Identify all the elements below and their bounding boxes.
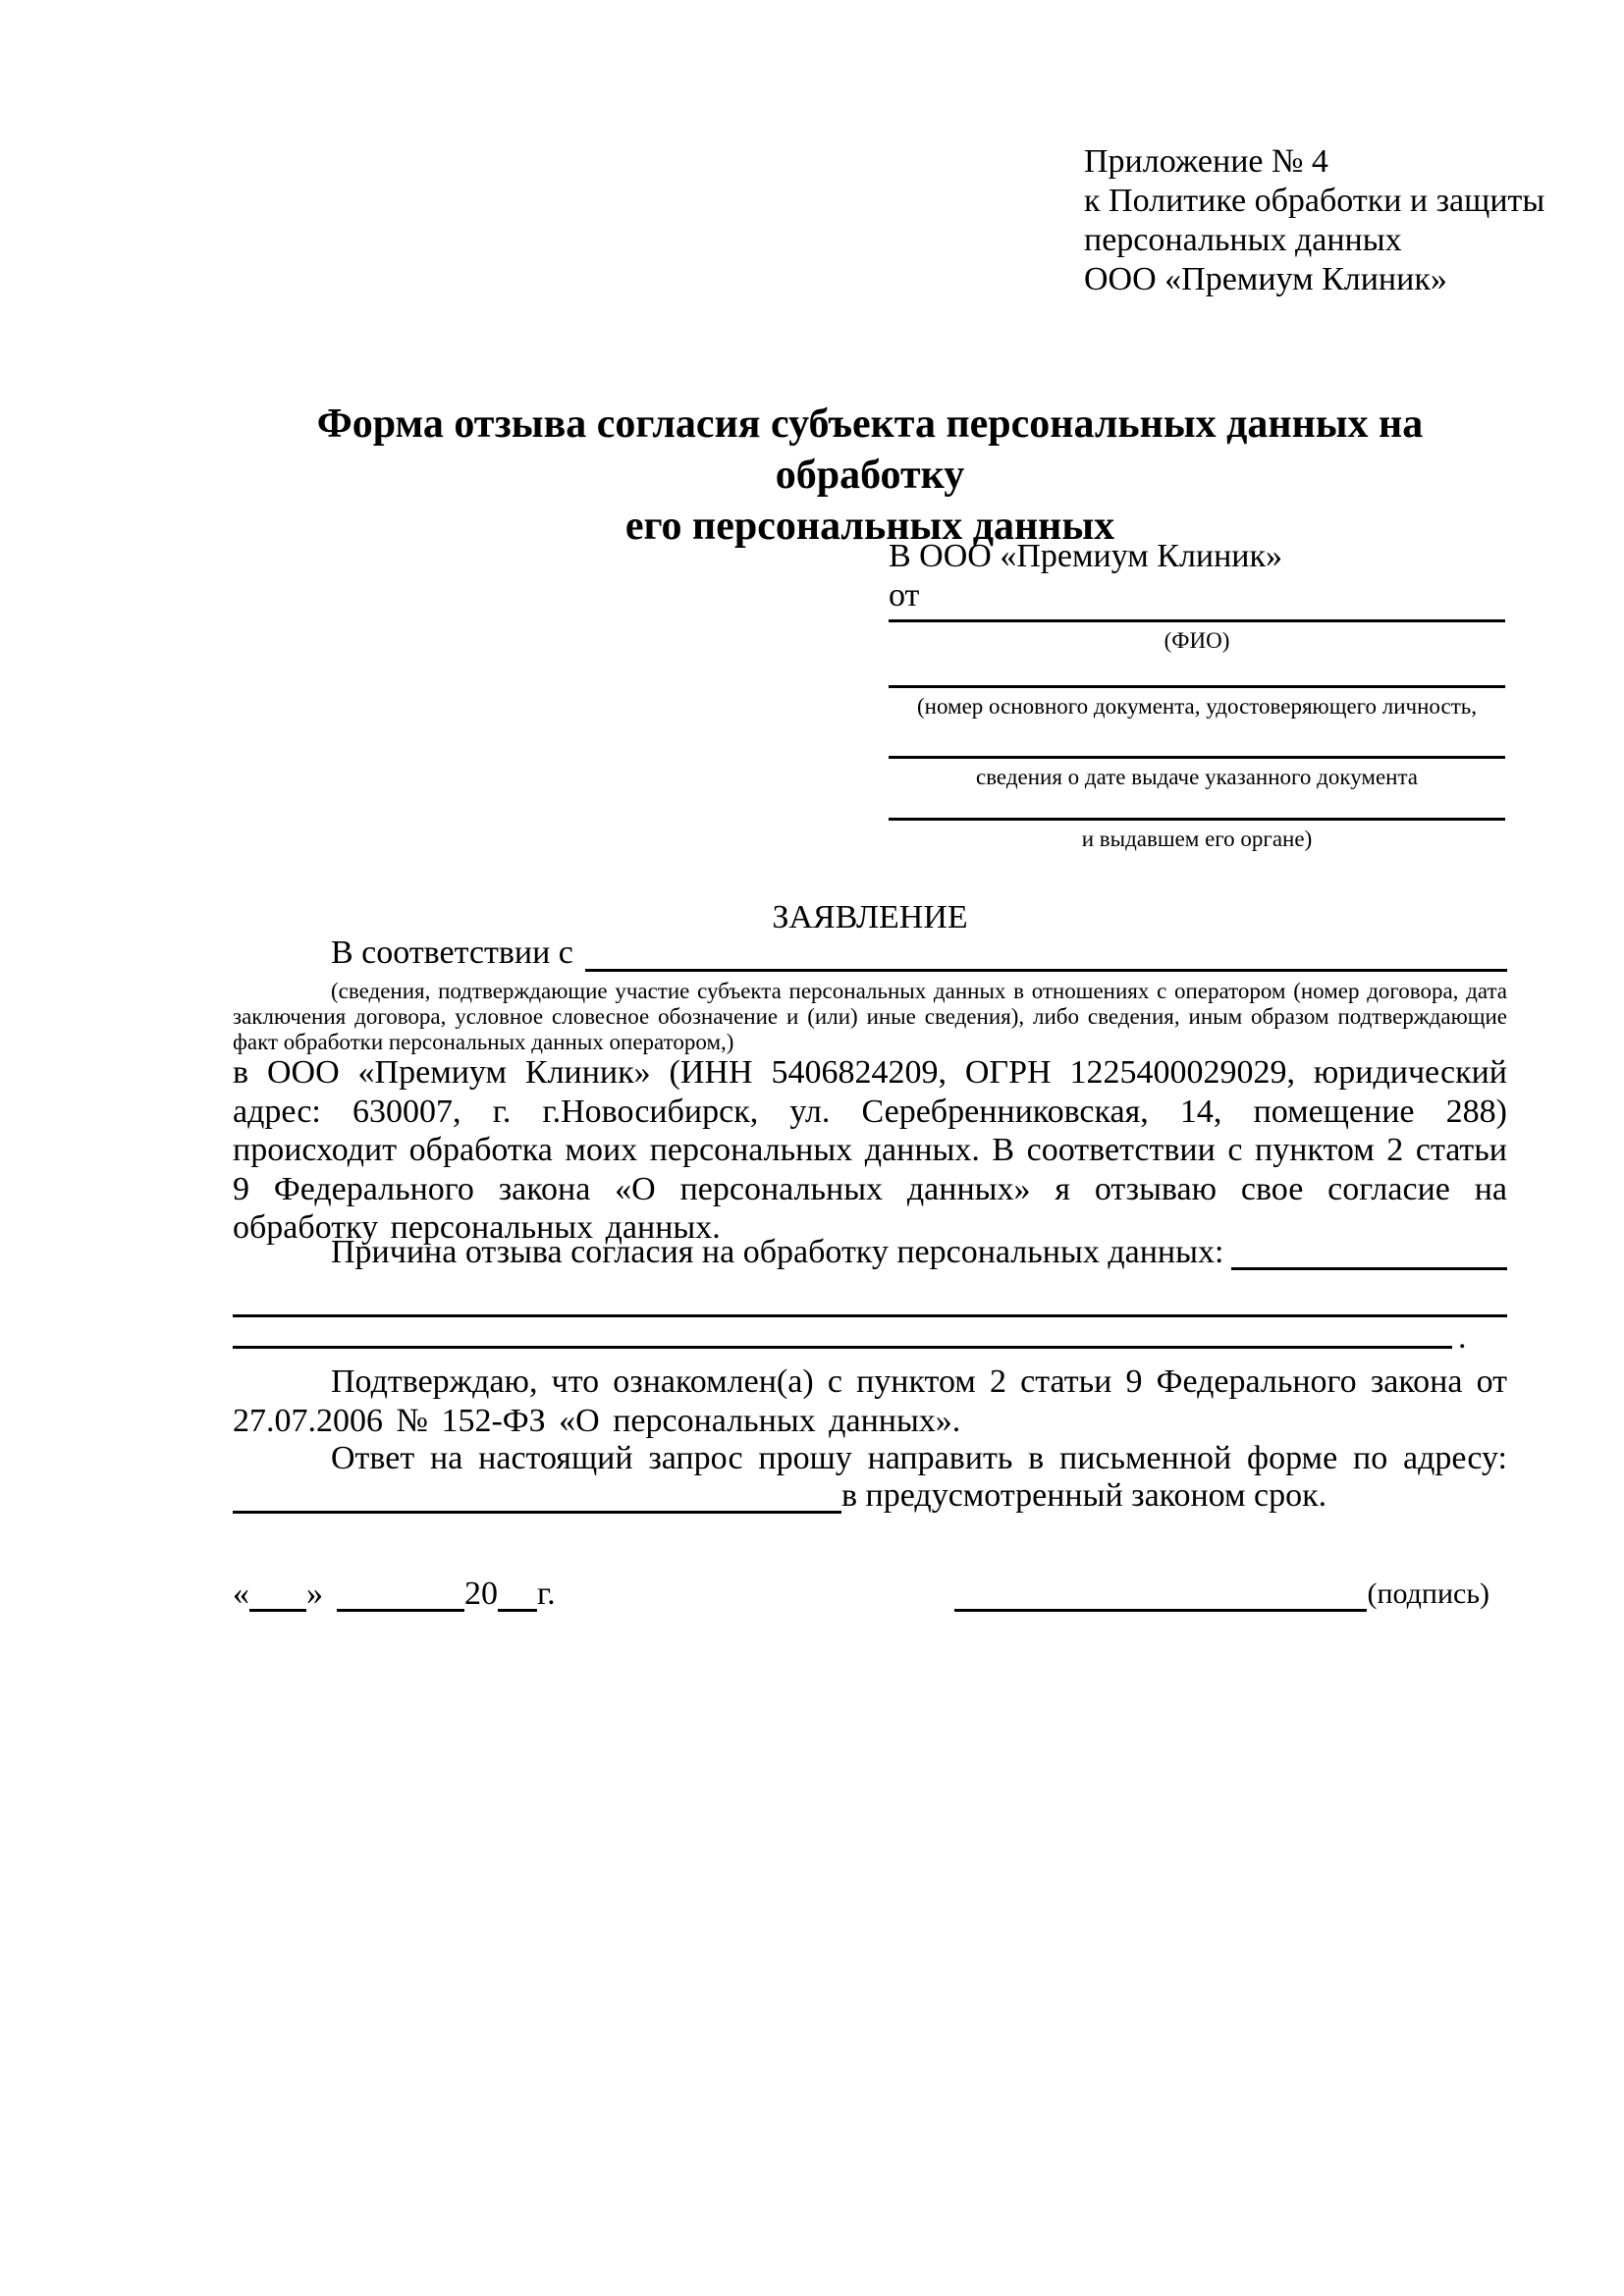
date-month-blank-line[interactable] xyxy=(337,1599,464,1612)
date-year-suffix: г. xyxy=(537,1575,556,1612)
signature-blank-line[interactable] xyxy=(954,1599,1367,1612)
document-title-line1: Форма отзыва согласия субъекта персональных данных на обработку xyxy=(316,401,1424,498)
date-year-blank-line[interactable] xyxy=(498,1599,537,1612)
addressee-to: В ООО «Премиум Клиник» xyxy=(889,538,1283,574)
relation-details-blank-line[interactable] xyxy=(585,934,1507,972)
header-note-line: персональных данных xyxy=(1084,222,1402,258)
signature-caption: (подпись) xyxy=(1367,1577,1489,1610)
addressee-from-label: от xyxy=(889,577,920,614)
header-note-line: к Политике обработки и защиты xyxy=(1084,183,1545,219)
reason-blank-line[interactable] xyxy=(1231,1235,1507,1270)
fio-caption: (ФИО) xyxy=(1164,628,1230,653)
intro-prefix: В соответствии с xyxy=(331,934,573,971)
header-note-line: ООО «Премиум Клиник» xyxy=(1084,261,1447,297)
document-number-blank-line[interactable] xyxy=(889,688,1505,759)
date-group xyxy=(233,1571,556,1612)
header-note-line: Приложение № 4 xyxy=(1084,143,1328,180)
reply-request-suffix: в предусмотренный законом срок. xyxy=(841,1477,1327,1514)
acknowledgement-paragraph: Подтверждаю, что ознакомлен(а) с пунктом 2 статьи 9 Федерального закона от 27.07.2006 № 152-ФЗ «О персональных данных». xyxy=(233,1363,1507,1439)
signature-group xyxy=(954,1571,1489,1612)
addressee-block xyxy=(889,537,1505,850)
reply-address-blank-line[interactable] xyxy=(233,1475,841,1514)
reply-address-row xyxy=(233,1478,1507,1514)
body-paragraph: в ООО «Премиум Клиник» (ИНН 5406824209, ОГРН 1225400029029, юридический адрес: 630007, г. г.Новосибирск, ул. Серебренниковская, 14, помещение 288) происходит обработка моих персональных данных. В соответствии с пунктом 2 статьи 9 Федерального закона «О персональных данных» я отзываю свое согласие на обработку персональных данных. xyxy=(233,1054,1507,1246)
reason-label: Причина отзыва согласия на обработку персональных данных: xyxy=(331,1234,1224,1270)
reason-continuation-blank-line-2[interactable] xyxy=(233,1313,1452,1349)
addressee-from-row xyxy=(889,576,1505,622)
document-title xyxy=(233,399,1507,552)
issuing-authority-caption-row xyxy=(889,821,1505,850)
date-quote-open: « xyxy=(233,1575,249,1612)
date-signature-row xyxy=(233,1571,1489,1612)
header-note xyxy=(1084,142,1544,299)
document-number-caption: (номер основного документа, удостоверяющего личность, xyxy=(916,694,1477,719)
date-quote-close: » xyxy=(306,1575,323,1612)
footnote-paragraph: (сведения, подтверждающие участие субъекта персональных данных в отношениях с оператором (номер договора, дата заключения договора, условное словесное обозначение и (или) иные сведения), либо сведения, иным образом подтверждающие факт обработки персональных данных оператором,) xyxy=(233,979,1507,1054)
document-title-line2: его персональных данных xyxy=(624,504,1115,549)
issue-date-blank-line[interactable] xyxy=(889,759,1505,821)
reply-request-paragraph: Ответ на настоящий запрос прошу направить в письменной форме по адресу: xyxy=(331,1440,1507,1476)
reason-row xyxy=(233,1235,1507,1270)
issue-date-caption: сведения о дате выдаче указанного документа xyxy=(975,765,1419,789)
blank-line-terminator: . xyxy=(1458,1319,1467,1356)
statement-heading: ЗАЯВЛЕНИЕ xyxy=(772,899,968,935)
fio-blank-line[interactable] xyxy=(889,622,1505,688)
issuing-authority-caption: и выдавшем его органе) xyxy=(1081,827,1313,851)
date-year-prefix: 20 xyxy=(464,1575,498,1612)
reason-continuation-blank-line-2-row xyxy=(233,1316,1507,1356)
date-day-blank-line[interactable] xyxy=(249,1599,306,1612)
intro-row xyxy=(233,934,1507,972)
